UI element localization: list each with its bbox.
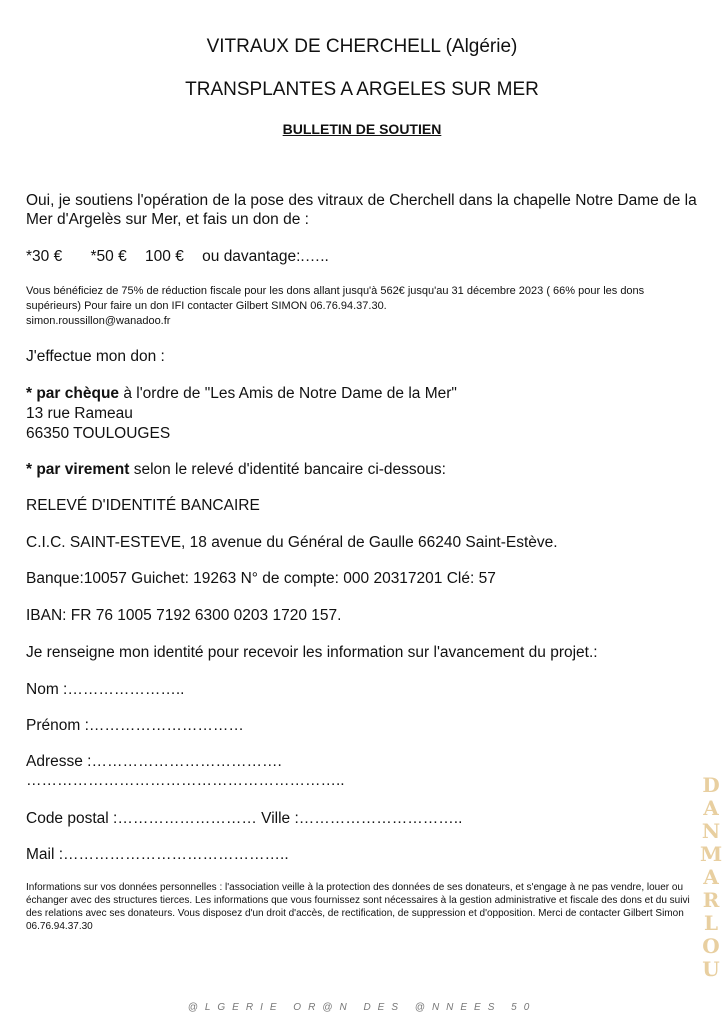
iban: IBAN: FR 76 1005 7192 6300 0203 1720 157.	[26, 607, 342, 624]
intro-paragraph: Oui, je soutiens l'opération de la pose des vitraux de Cherchell dans la chapelle Notre Dame de la Mer d'Argelès sur Mer, et fais un don de :	[26, 192, 697, 228]
cheque-address-2: 66350 TOULOUGES	[26, 425, 171, 442]
title-line-1: VITRAUX DE CHERCHELL (Algérie)	[206, 36, 518, 57]
virement-line	[26, 460, 446, 479]
amount-30: *30 €	[26, 248, 63, 265]
cheque-line	[26, 384, 457, 403]
tax-email: simon.roussillon@wanadoo.fr	[26, 315, 171, 327]
mail-field[interactable]: Mail :……………………………………..	[26, 846, 289, 863]
adresse-field[interactable]: Adresse :……………………………….	[26, 753, 282, 770]
bank-address: C.I.C. SAINT-ESTEVE, 18 avenue du Général de Gaulle 66240 Saint-Estève.	[26, 534, 558, 551]
bank-codes: Banque:10057 Guichet: 19263 N° de compte: 000 20317201 Clé: 57	[26, 570, 496, 587]
amount-100: 100 €	[145, 248, 184, 265]
nom-field[interactable]: Nom :…………………..	[26, 681, 185, 698]
cheque-rest: à l'ordre de "Les Amis de Notre Dame de la Mer"	[119, 385, 457, 402]
amount-more: ou davantage:.…..	[202, 248, 329, 265]
cheque-address-1: 13 rue Rameau	[26, 405, 133, 422]
title-line-2: TRANSPLANTES A ARGELES SUR MER	[185, 79, 539, 100]
code-postal-ville-field[interactable]: Code postal :……………………… Ville :…………………………..	[26, 810, 463, 827]
subtitle: BULLETIN DE SOUTIEN	[282, 121, 442, 137]
rib-title: RELEVÉ D'IDENTITÉ BANCAIRE	[26, 497, 260, 514]
privacy-notice: Informations sur vos données personnelles : l'association veille à la protection des données de ses donateurs, et s'engage à ne pas vendre, louer ou échanger avec des structures tierces. Les informations que vous fournissez sont nécessaires à la gestion administrative et fiscale des dons et du suivi des relations avec ses donateurs. Vous disposez d'un droit d'accès, de rectification, de suppression et d'opposition. Merci de contacter Gilbert Simon 06.76.94.37.30	[26, 882, 690, 932]
don-heading: J'effectue mon don :	[26, 348, 165, 365]
footer-signature: @LGERIE OR@N DES @NNEES 50	[187, 1002, 537, 1013]
virement-bold: * par virement	[26, 461, 130, 478]
prenom-field[interactable]: Prénom :…………………………	[26, 717, 244, 734]
tax-note: Vous bénéficiez de 75% de réduction fiscale pour les dons allant jusqu'à 562€ jusqu'au 31 décembre 2023 ( 66% pour les dons supérieurs) Pour faire un don IFI contacter Gilbert SIMON 06.76.94.37.30.	[26, 285, 645, 312]
identity-intro: Je renseigne mon identité pour recevoir les information sur l'avancement du projet.:	[26, 644, 598, 661]
virement-rest: selon le relevé d'identité bancaire ci-dessous:	[129, 461, 446, 478]
amount-options	[26, 247, 329, 266]
amount-50: *50 €	[90, 248, 127, 265]
adresse-field-line-2[interactable]: ……………………………………………………..	[26, 772, 345, 789]
danmarlou-watermark: D A N M A R L O U	[700, 773, 723, 981]
cheque-bold: * par chèque	[26, 385, 120, 402]
